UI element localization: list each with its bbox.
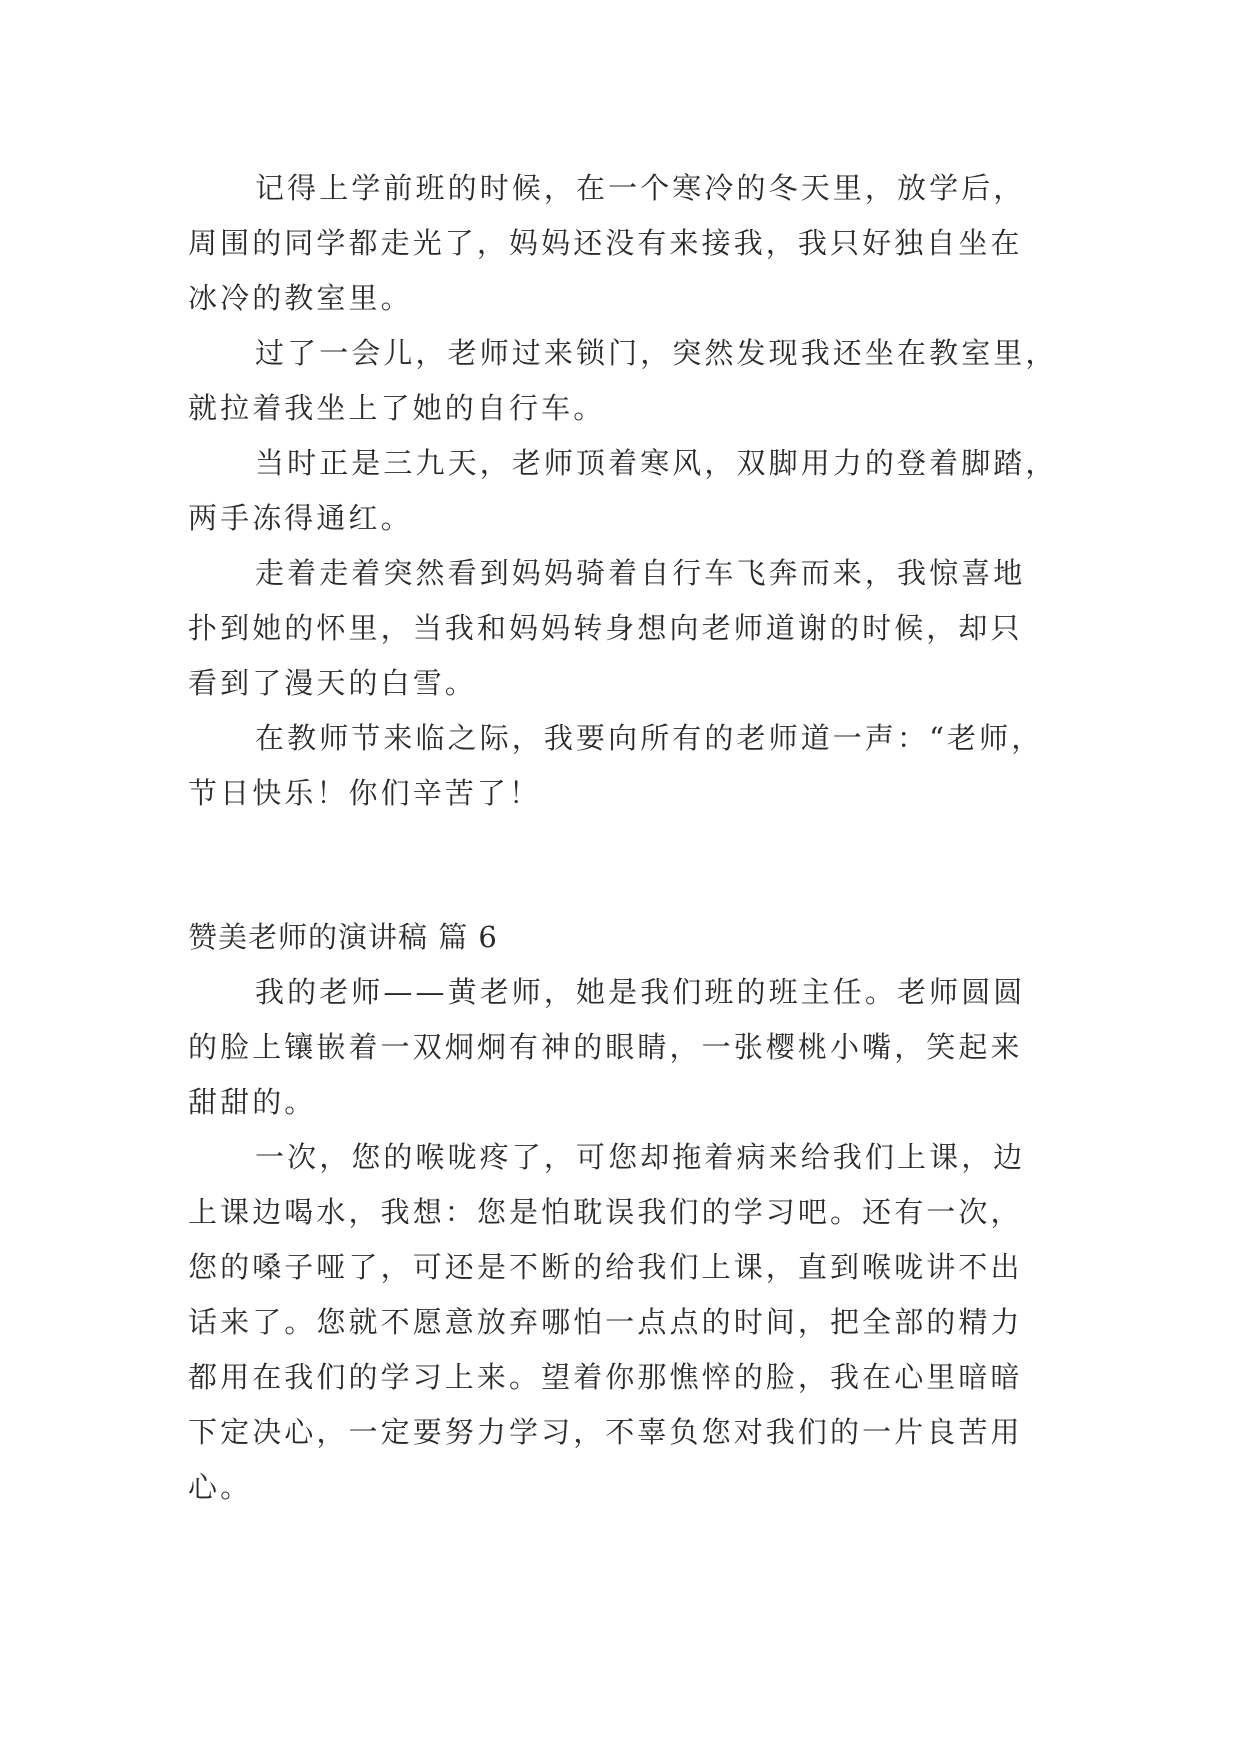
section-heading: 赞美老师的演讲稿 篇 6 xyxy=(188,920,498,954)
paragraph-line: 下定决心，一定要努力学习，不辜负您对我们的一片良苦用 xyxy=(188,1415,1023,1449)
paragraph-line: 话来了。您就不愿意放弃哪怕一点点的时间，把全部的精力 xyxy=(188,1305,1023,1339)
paragraph-line: 您的嗓子哑了，可还是不断的给我们上课，直到喉咙讲不出 xyxy=(188,1250,1023,1284)
paragraph-line: 两手冻得通红。 xyxy=(188,501,413,535)
paragraph-line: 过了一会儿，老师过来锁门，突然发现我还坐在教室里， xyxy=(255,336,1058,370)
paragraph-line: 记得上学前班的时候，在一个寒冷的冬天里，放学后， xyxy=(255,171,1026,205)
paragraph-line: 一次，您的喉咙疼了，可您却拖着病来给我们上课，边 xyxy=(255,1140,1026,1174)
paragraph-line: 在教师节来临之际，我要向所有的老师道一声：“老师， xyxy=(255,721,1044,755)
paragraph-line: 甜甜的。 xyxy=(188,1085,317,1119)
paragraph-line: 扑到她的怀里，当我和妈妈转身想向老师道谢的时候，却只 xyxy=(188,611,1023,645)
paragraph-line: 走着走着突然看到妈妈骑着自行车飞奔而来，我惊喜地 xyxy=(255,556,1026,590)
paragraph-line: 节日快乐！你们辛苦了！ xyxy=(188,776,542,810)
paragraph-line: 当时正是三九天，老师顶着寒风，双脚用力的登着脚踏， xyxy=(255,446,1058,480)
paragraph-line: 周围的同学都走光了，妈妈还没有来接我，我只好独自坐在 xyxy=(188,226,1023,260)
paragraph-line: 我的老师——黄老师，她是我们班的班主任。老师圆圆 xyxy=(255,975,1026,1009)
paragraph-line: 就拉着我坐上了她的自行车。 xyxy=(188,391,606,425)
paragraph-line: 都用在我们的学习上来。望着你那憔悴的脸，我在心里暗暗 xyxy=(188,1360,1023,1394)
paragraph-line: 上课边喝水，我想：您是怕耽误我们的学习吧。还有一次， xyxy=(188,1195,1023,1229)
paragraph-line: 冰冷的教室里。 xyxy=(188,281,413,315)
paragraph-line: 看到了漫天的白雪。 xyxy=(188,666,477,700)
paragraph-line: 心。 xyxy=(188,1470,253,1504)
paragraph-line: 的脸上镶嵌着一双炯炯有神的眼睛，一张樱桃小嘴，笑起来 xyxy=(188,1030,1023,1064)
